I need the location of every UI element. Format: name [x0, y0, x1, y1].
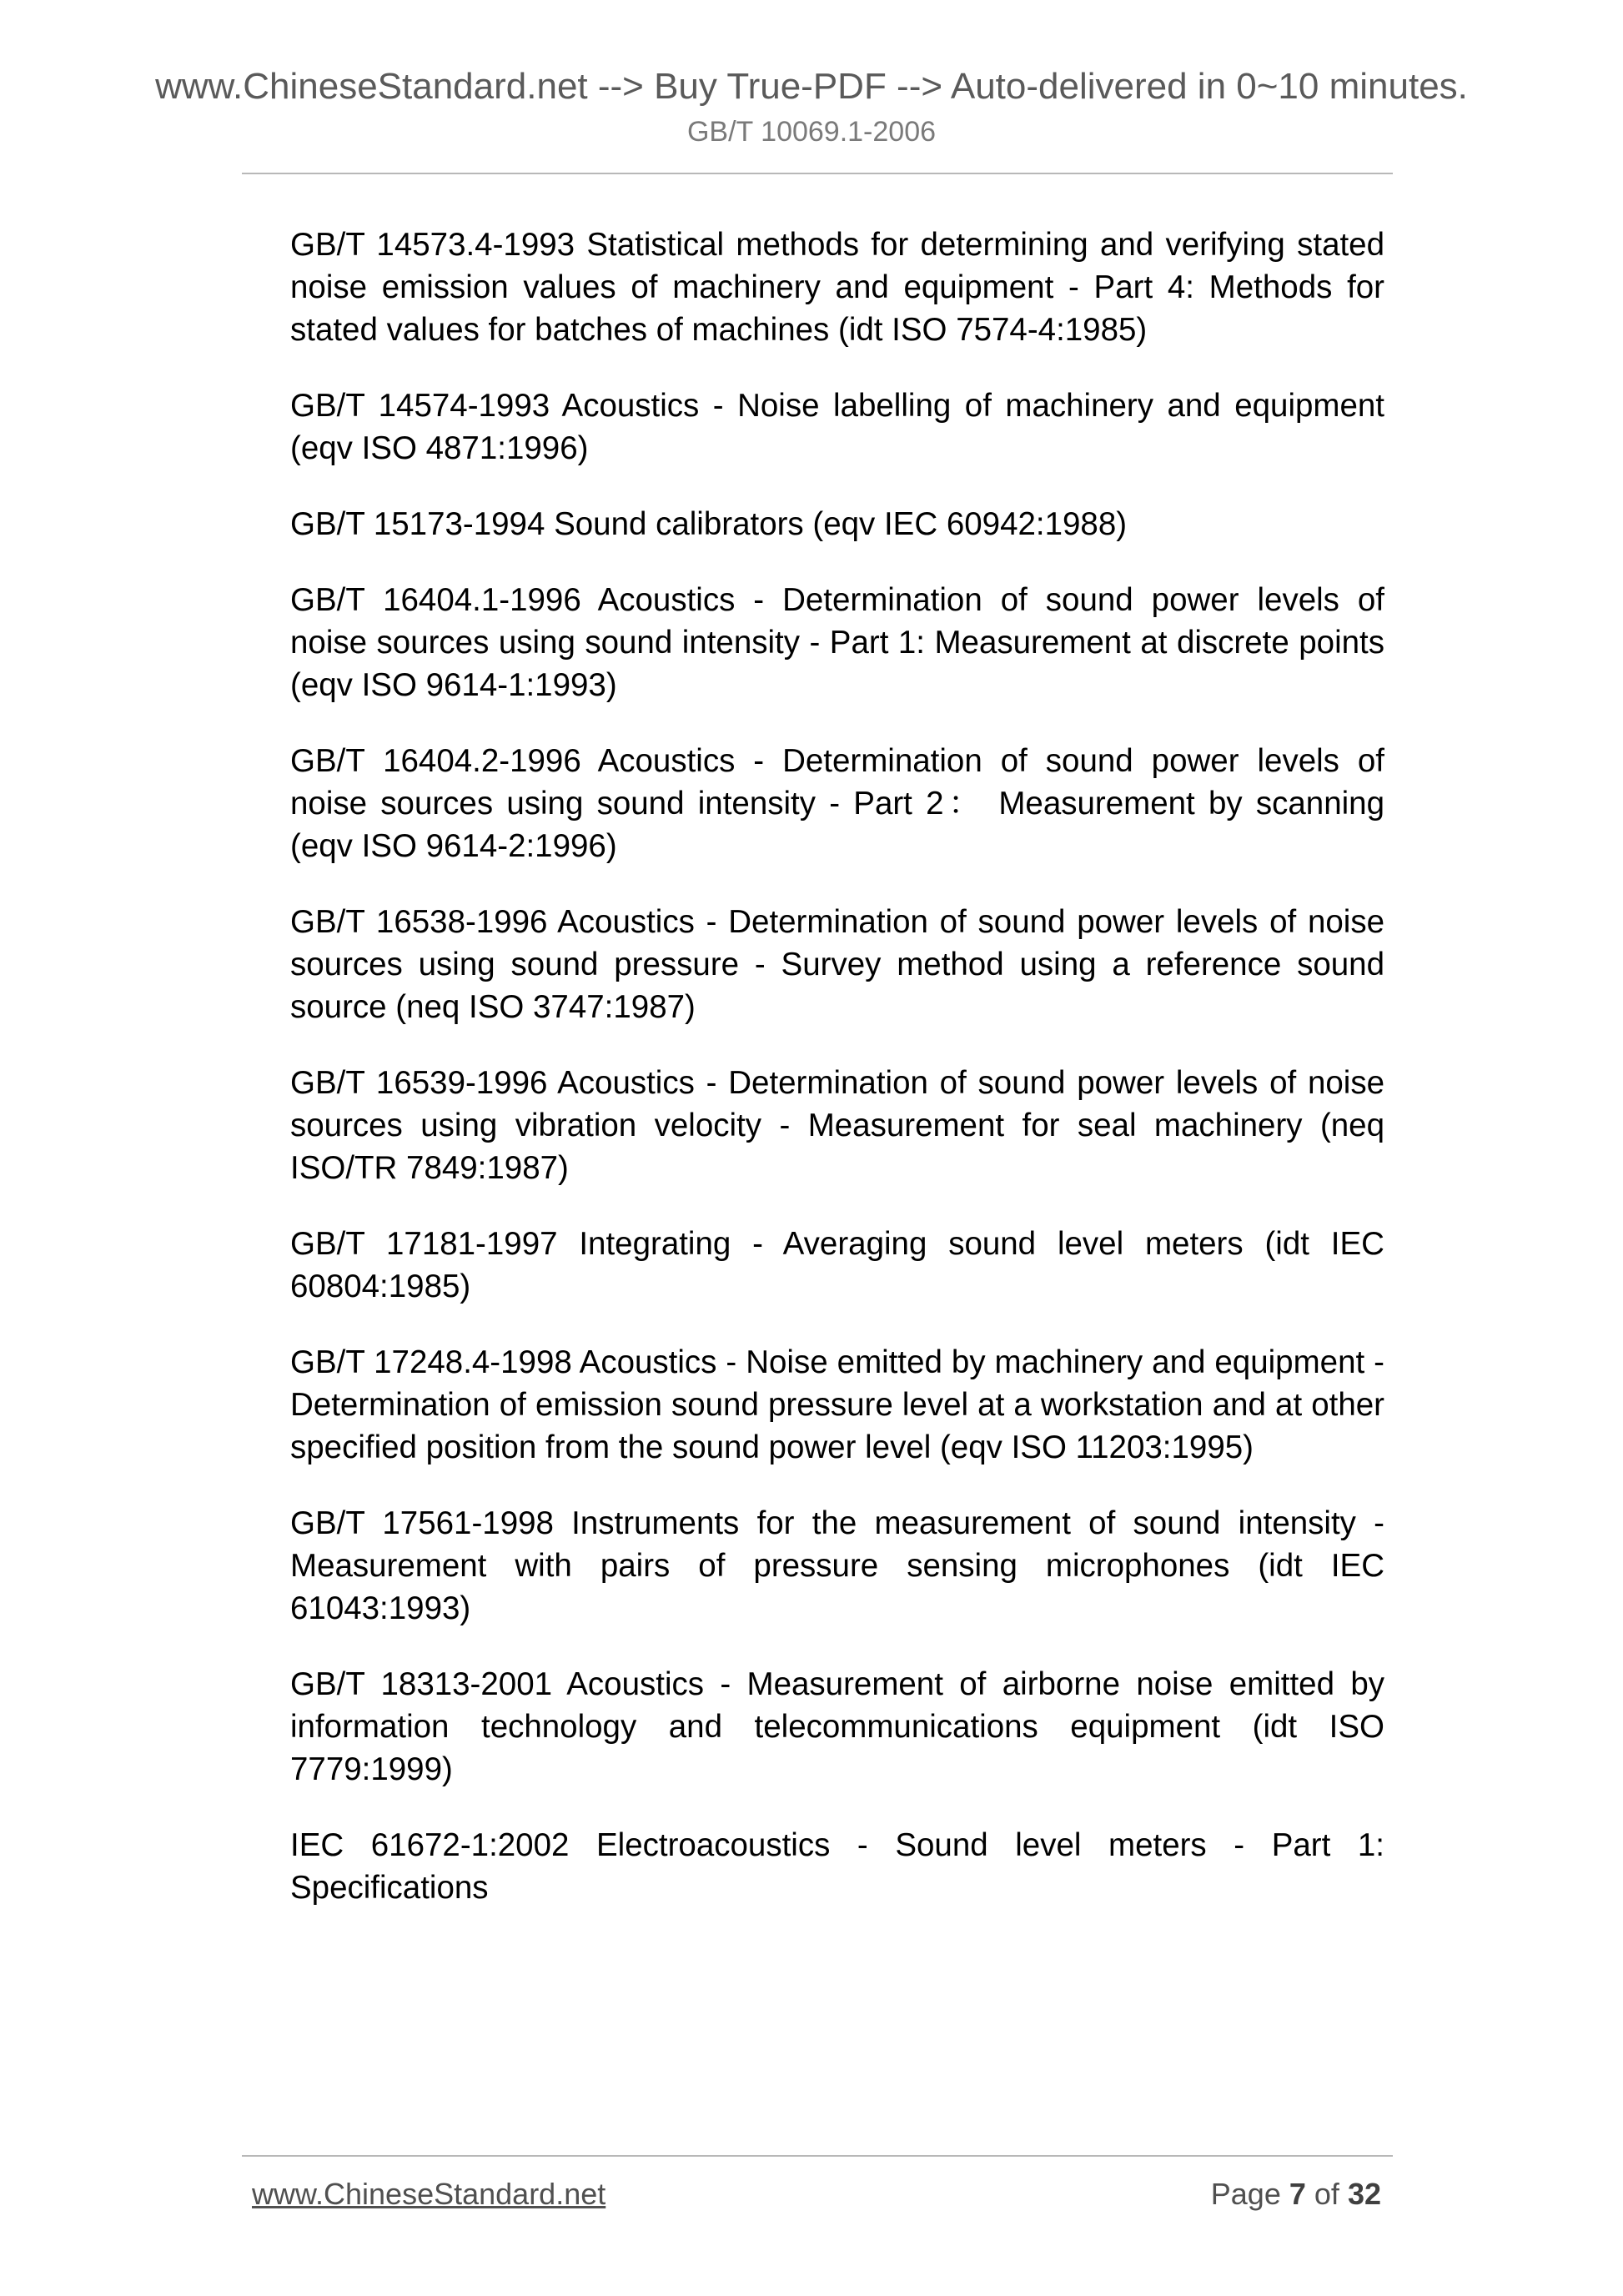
reference-item: GB/T 15173-1994 Sound calibrators (eqv IEC 60942:1988) [290, 506, 1128, 542]
page-footer [252, 2173, 1384, 2215]
footer-site-link[interactable]: www.ChineseStandard.net [252, 2177, 606, 2211]
reference-item: GB/T 17248.4-1998 Acoustics - Noise emitted by machinery and equipment - Determination of emission sound pressure level at a workstation and at other specified position from the sound power level (eqv ISO 11203:1995) [290, 1344, 1384, 1465]
reference-item: GB/T 14573.4-1993 Statistical methods for determining and verifying stated noise emission values of machinery and equipment - Part 4: Methods for stated values for batches of machines (idt ISO 7574-4:1985) [290, 227, 1384, 348]
reference-item: GB/T 16404.2-1996 Acoustics - Determination of sound power levels of noise sources using sound intensity - Part 2： Measurement by scanning (eqv ISO 9614-2:1996) [290, 743, 1384, 864]
reference-item: GB/T 18313-2001 Acoustics - Measurement of airborne noise emitted by information technology and telecommunications equipment (idt ISO 7779:1999) [290, 1666, 1384, 1787]
reference-item: GB/T 17181-1997 Integrating - Averaging sound level meters (idt IEC 60804:1985) [290, 1226, 1384, 1304]
page-word: Page [1210, 2177, 1281, 2211]
of-word: of [1314, 2177, 1339, 2211]
reference-item: GB/T 14574-1993 Acoustics - Noise labelling of machinery and equipment (eqv ISO 4871:1996) [290, 388, 1384, 466]
reference-item: GB/T 16404.1-1996 Acoustics - Determination of sound power levels of noise sources using sound intensity - Part 1: Measurement at discrete points (eqv ISO 9614-1:1993) [290, 582, 1384, 703]
page-total: 32 [1347, 2177, 1381, 2211]
header-divider [242, 173, 1393, 174]
reference-item: GB/T 16539-1996 Acoustics - Determination of sound power levels of noise sources using vibration velocity - Measurement for seal machinery (neq ISO/TR 7849:1987) [290, 1065, 1384, 1186]
footer-divider [242, 2155, 1393, 2157]
reference-item: IEC 61672-1:2002 Electroacoustics - Sound level meters - Part 1: Specifications [290, 1827, 1384, 1906]
standard-code: GB/T 10069.1-2006 [686, 116, 937, 148]
reference-item: GB/T 16538-1996 Acoustics - Determination of sound power levels of noise sources using sound pressure - Survey method using a reference sound source (neq ISO 3747:1987) [290, 904, 1384, 1025]
page-current: 7 [1289, 2177, 1306, 2211]
header-banner: www.ChineseStandard.net --> Buy True-PDF --> Auto-delivered in 0~10 minutes. [155, 66, 1468, 107]
reference-item: GB/T 17561-1998 Instruments for the measurement of sound intensity - Measurement with pairs of pressure sensing microphones (idt IEC 61043:1993) [290, 1505, 1384, 1626]
reference-list [290, 224, 1384, 1942]
page-indicator [1211, 2173, 1381, 2215]
page-header [0, 63, 1623, 150]
